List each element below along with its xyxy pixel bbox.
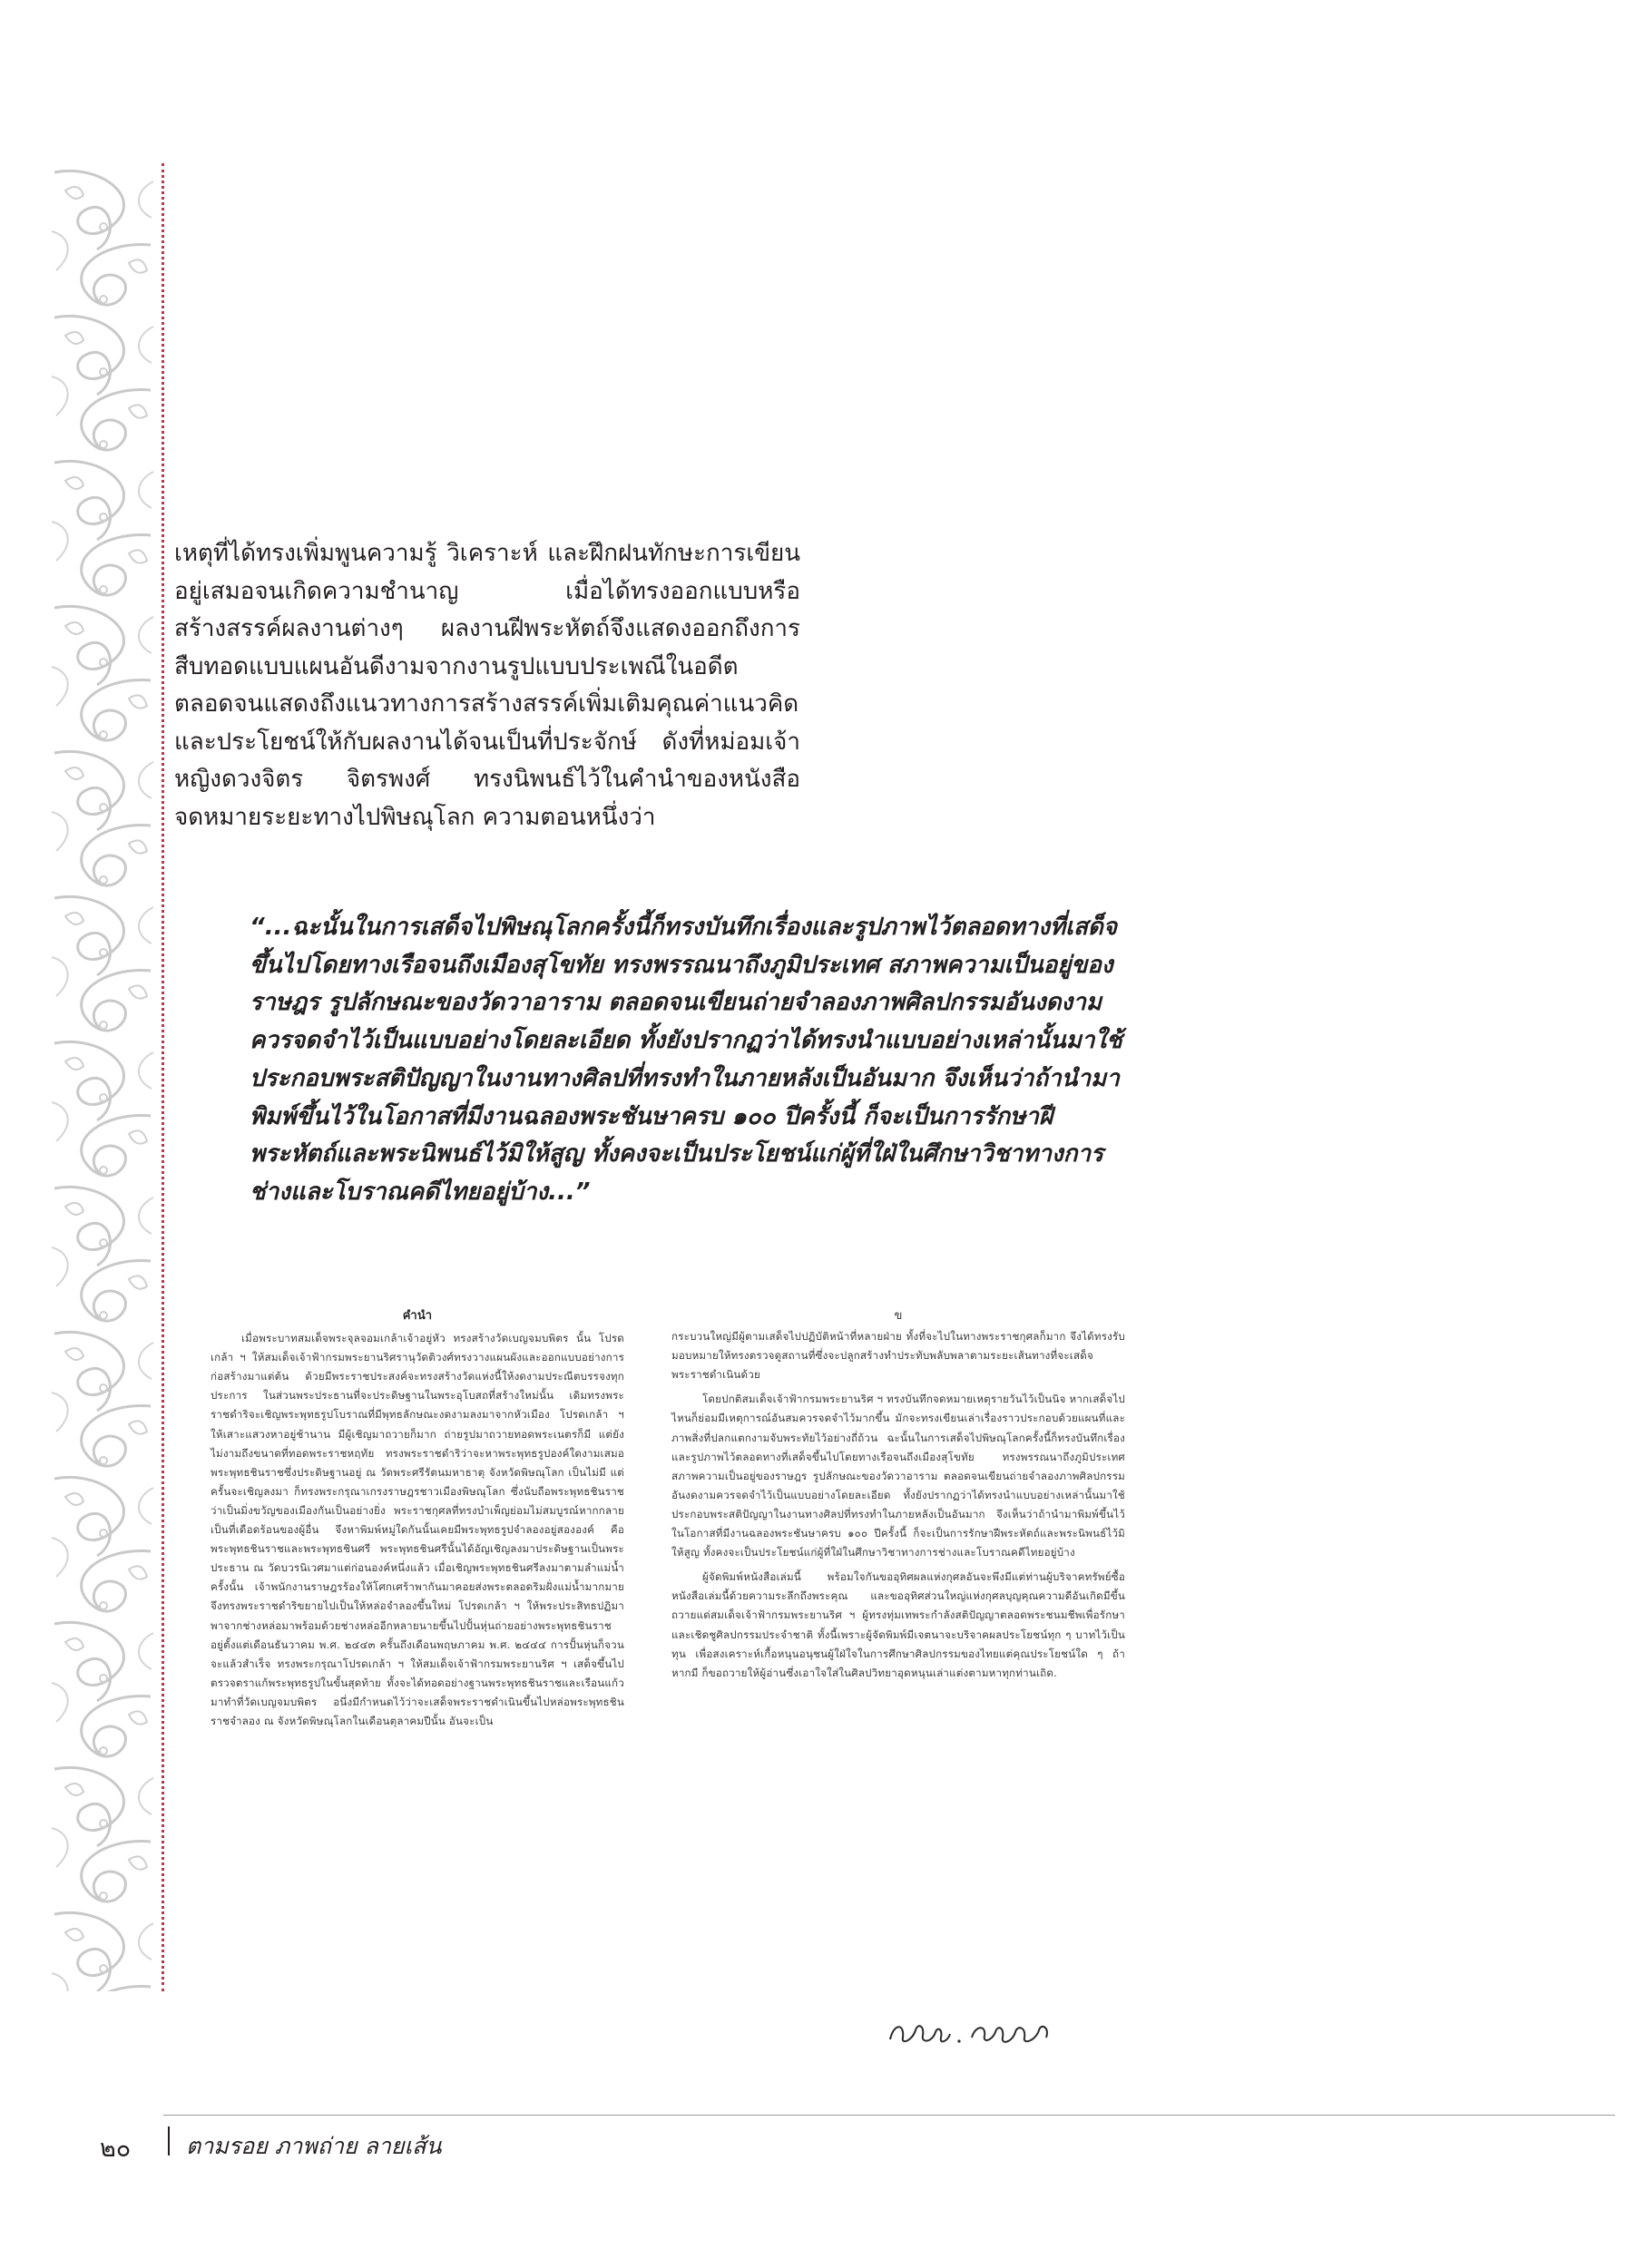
ornamental-border-pattern bbox=[47, 163, 158, 1991]
body-paragraph: เหตุที่ได้ทรงเพิ่มพูนความรู้ วิเคราะห์ และฝึกฝนทักษะการเขียนอยู่เสมอจนเกิดความชำนาญ เมื่อได้ทรงออกแบบหรือสร้างสรรค์ผลงานต่างๆ ผลงานฝีพระหัตถ์จึงแสดงออกถึงการสืบทอดแบบแผนอันดีงามจากงานรูปแบบประเพณีในอดีต ตลอดจนแสดงถึงแนวทางการสร้างสรรค์เพิ่มเติมคุณค่าแนวคิดและประโยชน์ให้กับผลงานได้จนเป็นที่ประจักษ์ ดังที่หม่อมเจ้าหญิงดวงจิตร จิตรพงศ์ ทรงนิพนธ์ไว้ในคำนำของหนังสือ จดหมายระยะทางไปพิษณุโลก ความตอนหนึ่งว่า bbox=[174, 540, 800, 831]
preface-heading: คำนำ bbox=[402, 1309, 433, 1323]
signature-icon bbox=[885, 2014, 1057, 2050]
preface-paragraph: กระบวนใหญ่มีผู้ตามเสด็จไปปฏิบัติหน้าที่หลายฝ่าย ทั้งที่จะไปในทางพระราชกุศลก็มาก จึงได้ทรงรับมอบหมายให้ทรงตรวจดูสถานที่ซึ่งจะปลูกสร้างทำประทับพลับพลาตามระยะเส้นทางที่จะเสด็จพระราชดำเนินด้วย bbox=[671, 1330, 1125, 1382]
preface-paragraph: โดยปกติสมเด็จเจ้าฟ้ากรมพระยานริศ ฯ ทรงบันทึกจดหมายเหตุรายวันไว้เป็นนิจ หากเสด็จไปไหนก็ย่อมมีเหตุการณ์อันสมควรจดจำไว้มากขึ้น มักจะทรงเขียนเล่าเรื่องราวประกอบด้วยแผนที่และภาพสิ่งที่ปลกแตกงามจับพระทัยไว้อย่างถี่ถ้วน ฉะนั้นในการเสด็จไปพิษณุโลกครั้งนี้ก็ทรงบันทึกเรื่องและรูปภาพไว้ตลอดทางที่เสด็จขึ้นไปโดยทางเรือจนถึงเมืองสุโขทัย ทรงพรรณนาถึงภูมิประเทศ สภาพความเป็นอยู่ของราษฎร รูปลักษณะของวัดวาอาราม ตลอดจนเขียนถ่ายจำลองภาพศิลปกรรมอันงดงามควรจดจำไว้เป็นแบบอย่างโดยละเอียด ทั้งยังปรากฏว่าได้ทรงนำแบบอย่างเหล่านั้นมาใช้ประกอบพระสติปัญญาในงานทางศิลปที่ทรงทำในภายหลังเป็นอันมาก จึงเห็นว่าถ้านำมาพิมพ์ขึ้นไว้ในโอกาสที่มีงานฉลองพระชันษาครบ ๑๐๐ ปีครั้งนี้ ก็จะเป็นการรักษาฝีพระหัตถ์และพระนิพนธ์ไว้มิให้สูญ ทั้งคงจะเป็นประโยชน์แก่ผู้ที่ใฝ่ในศึกษาวิชาทางการช่างและโบราณคดีไทยอยู่บ้าง bbox=[671, 1393, 1125, 1559]
page-number: ๒๐ bbox=[100, 2135, 132, 2163]
preface-paragraph: เมื่อพระบาทสมเด็จพระจุลจอมเกล้าเจ้าอยู่หัว ทรงสร้างวัดเบญจมบพิตร นั้น โปรดเกล้า ฯ ให้สมเด็จเจ้าฟ้ากรมพระยานริศรานุวัดติวงศ์ทรงวางแผนผังและออกแบบอย่างการก่อสร้างมาแต่ต้น ด้วยมีพระราชประสงค์จะทรงสร้างวัดแห่งนี้ให้งดงามประณีตบรรจงทุกประการ ในส่วนพระประธานที่จะประดิษฐานในพระอุโบสถที่สร้างใหม่นั้น เดิมทรงพระราชดำริจะเชิญพระพุทธรูปโบราณที่มีพุทธลักษณะงดงามลงมาจากหัวเมือง โปรดเกล้า ฯ ให้เสาะแสวงหาอยู่ช้านาน มีผู้เชิญมาถวายก็มาก ถ่ายรูปมาถวายทอดพระเนตรก็มี แต่ยังไม่งามถึงขนาดที่ทอดพระราชหฤทัย ทรงพระราชดำริว่าจะหาพระพุทธรูปองค์ใดงามเสมอพระพุทธชินราชซึ่งประดิษฐานอยู่ ณ วัดพระศรีรัตนมหาธาตุ จังหวัดพิษณุโลก เป็นไม่มี แต่ครั้นจะเชิญลงมา ก็ทรงพระกรุณาเกรงราษฎรชาวเมืองพิษณุโลก ซึ่งนับถือพระพุทธชินราชว่าเป็นมิ่งขวัญของเมืองกันเป็นอย่างยิ่ง พระราชกุศลที่ทรงบำเพ็ญย่อมไม่สมบูรณ์หากกลายเป็นที่เดือดร้อนของผู้อื่น จึงหาพิมพ์หมู่ใดกันนั้นเคยมีพระพุทธรูปจำลองอยู่สององค์ คือพระพุทธชินราชและพระพุทธชินศรี พระพุทธชินศรีนั้นได้อัญเชิญลงมาประดิษฐานเป็นพระประธาน ณ วัดบวรนิเวศมาแต่ก่อนองค์หนึ่งแล้ว เมื่อเชิญพระพุทธชินศรีลงมาตามลำแม่น้ำครั้งนั้น เจ้าพนักงานราษฎรร้องให้โศกเศร้าพากันมาคอยส่งพระตลอดริมฝั่งแม่น้ำมากมาย จึงทรงพระราชดำริขยายไปเป็นให้หล่อจำลองขึ้นใหม่ โปรดเกล้า ฯ ให้พระประสิทธปฏิมา พาจากช่างหล่อมาพร้อมด้วยช่างหล่ออีกหลายนายขึ้นไปปั้นหุ่นถ่ายอย่างพระพุทธชินราชอยู่ตั้งแต่เดือนธันวาคม พ.ศ. ๒๔๔๓ ครั้นถึงเดือนพฤษภาคม พ.ศ. ๒๔๔๔ การปั้นหุ่นก็จวนจะแล้วสำเร็จ ทรงพระกรุณาโปรดเกล้า ฯ ให้สมเด็จเจ้าฟ้ากรมพระยานริศ ฯ เสด็จขึ้นไปตรวจตราแก้พระพุทธรูปในขั้นสุดท้าย ทั้งจะได้ทอดอย่างฐานพระพุทธชินราชและเรือนแก้วมาทำที่วัดเบญจมบพิตร อนึ่งมีกำหนดไว้ว่าจะเสด็จพระราชดำเนินขึ้นไปหล่อพระพุทธชินราชจำลอง ณ จังหวัดพิษณุโลกในเดือนตุลาคมปีนั้น อันจะเป็น bbox=[211, 1332, 624, 1727]
scanned-preface-right-column bbox=[671, 1306, 1125, 1688]
scanned-preface-left-column bbox=[211, 1306, 624, 1736]
footer-rule bbox=[163, 2115, 1615, 2116]
preface-page-marker: ข bbox=[894, 1309, 903, 1323]
running-title: ตามรอย ภาพถ่าย ลายเส้น bbox=[186, 2133, 442, 2159]
footer-separator bbox=[168, 2126, 170, 2156]
block-quote: “...ฉะนั้นในการเสด็จไปพิษณุโลกครั้งนี้ก็ทรงบันทึกเรื่องและรูปภาพไว้ตลอดทางที่เสด็จขึ้นไปโดยทางเรือจนถึงเมืองสุโขทัย ทรงพรรณนาถึงภูมิประเทศ สภาพความเป็นอยู่ของราษฎร รูปลักษณะของวัดวาอาราม ตลอดจนเขียนถ่ายจำลองภาพศิลปกรรมอันงดงามควรจดจำไว้เป็นแบบอย่างโดยละเอียด ทั้งยังปรากฏว่าได้ทรงนำแบบอย่างเหล่านั้นมาใช้ประกอบพระสติปัญญาในงานทางศิลปที่ทรงทำในภายหลังเป็นอันมาก จึงเห็นว่าถ้านำมาพิมพ์ขึ้นไว้ในโอกาสที่มีงานฉลองพระชันษาครบ ๑๐๐ ปีครั้งนี้ ก็จะเป็นการรักษาฝีพระหัตถ์และพระนิพนธ์ไว้มิให้สูญ ทั้งคงจะเป็นประโยชน์แก่ผู้ที่ใฝ่ในศึกษาวิชาทางการช่างและโบราณคดีไทยอยู่บ้าง...” bbox=[250, 914, 1122, 1206]
handwritten-signature bbox=[885, 2014, 1057, 2050]
preface-paragraph: ผู้จัดพิมพ์หนังสือเล่มนี้ พร้อมใจกันขออุทิศผลแห่งกุศลอันจะพึงมีแต่ท่านผู้บริจาคทรัพย์ซื้อหนังสือเล่มนี้ด้วยความระลึกถึงพระคุณ และขออุทิศส่วนใหญ่แห่งกุศลบุญคุณความดีอันเกิดมีขึ้นถวายแด่สมเด็จเจ้าฟ้ากรมพระยานริศ ฯ ผู้ทรงทุ่มเทพระกำลังสติปัญญาตลอดพระชนมชีพเพื่อรักษาและเชิดชูศิลปกรรมประจำชาติ ทั้งนี้เพราะผู้จัดพิมพ์มีเจตนาจะบริจาคผลประโยชน์ทุก ๆ บาทไว้เป็นทุน เพื่อสงเคราะห์เกื้อหนุนอนุชนผู้ใฝ่ใจในการศึกษาศิลปกรรมของไทยแต่คุณประโยชน์ใด ๆ ถ้าหากมี ก็ขอถวายให้ผู้อ่านซึ่งเอาใจใส่ในศิลปวิทยาอุดหนุนเล่าแต่งตามหาทุกท่านเถิด. bbox=[671, 1570, 1125, 1679]
floral-scroll-icon bbox=[47, 163, 158, 1991]
dotted-vertical-rule bbox=[162, 163, 164, 1991]
